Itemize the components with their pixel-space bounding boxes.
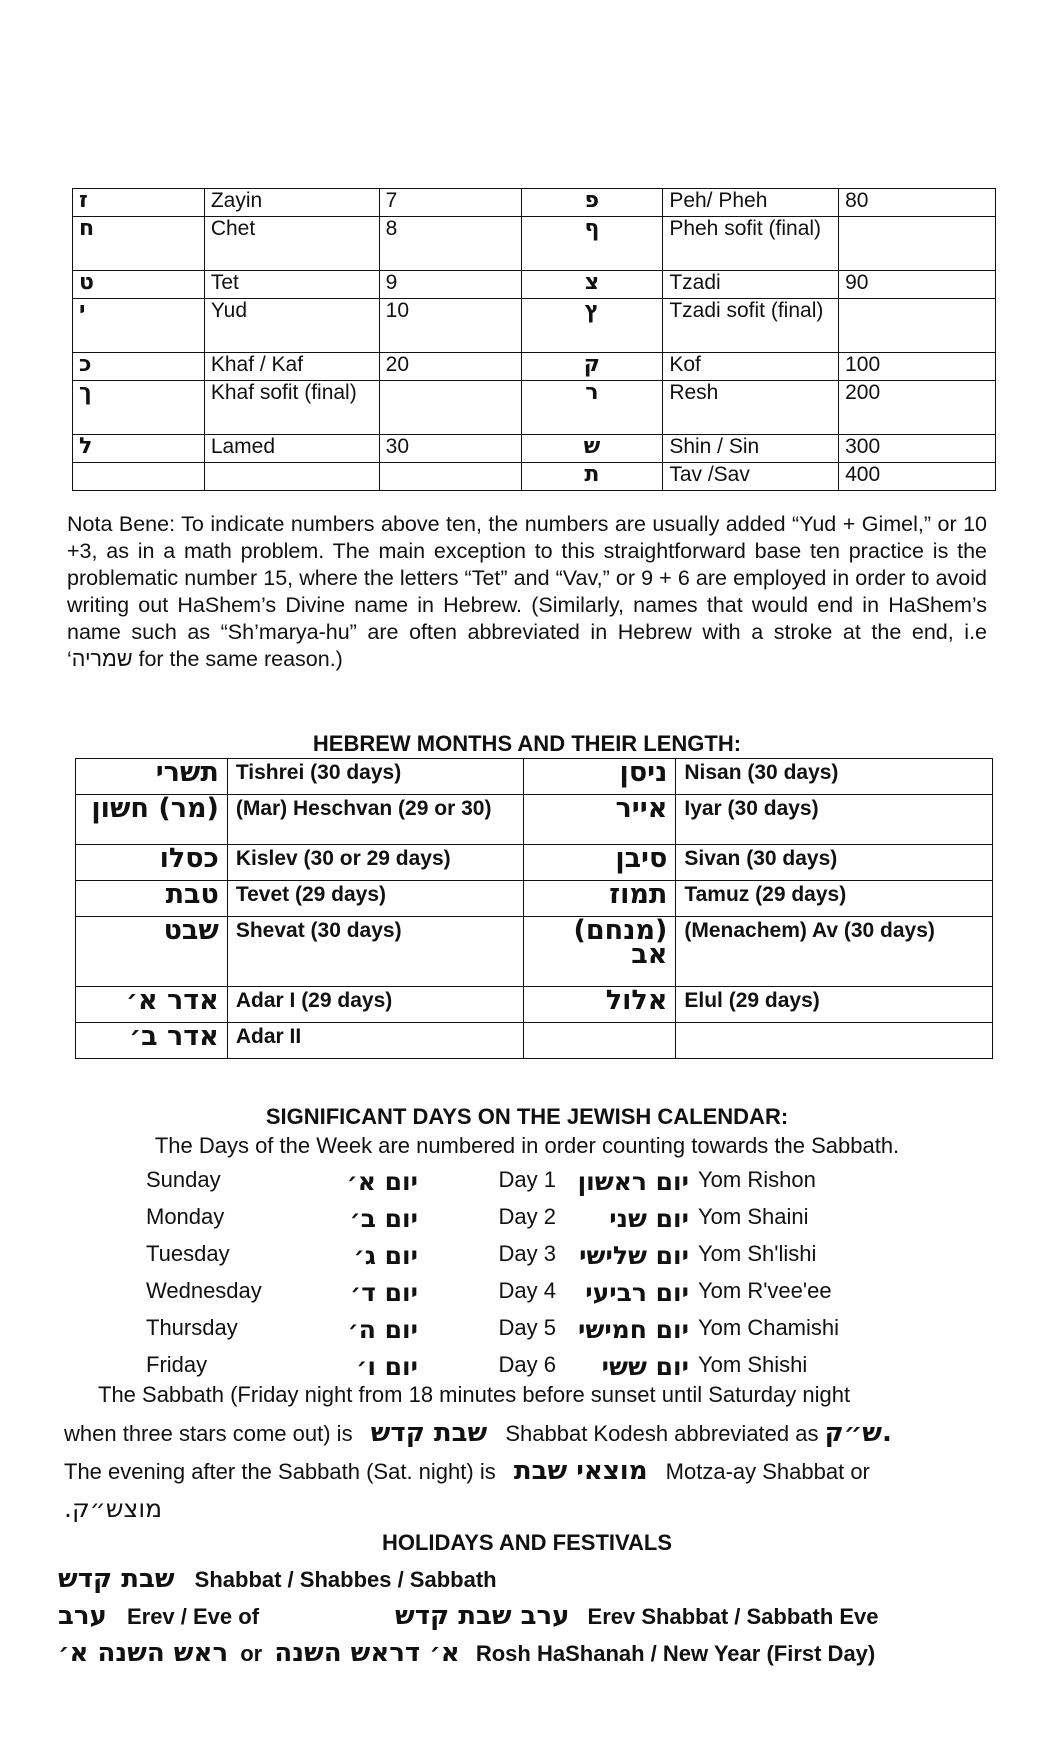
month-hebrew: אדר ב׳ [76,1023,228,1059]
rosh-hashanah-or: or [240,1641,263,1666]
letter-name: Tzadi sofit (final) [663,299,839,353]
letter-name: Chet [204,217,379,271]
weekday-hebrew-full: יום רביעי [585,1278,689,1307]
letter-hebrew [73,463,205,491]
letter-row [73,435,996,463]
nota-bene-paragraph: Nota Bene: To indicate numbers above ten, the numbers are usually added “Yud + Gimel,” or 10 +3, as in a math problem. The main exception to this straightforward base ten practice is the problematic number 15, where the letters “Tet” and “Vav,” or 9 + 6 are employed in order to avoid writing out HaShem’s Divine name in Hebrew. (Similarly, names that would end in HaShem’s name such as “Sh’marya-hu” are often abbreviated in Hebrew with a stroke at the end, i.e ‘שמריה for the same reason.) [67,512,987,671]
letter-name: Tet [204,271,379,299]
month-hebrew: אלול [524,987,676,1023]
month-row [76,759,993,795]
sabbath-line-1: The Sabbath (Friday night from 18 minutes before sunset until Saturday night [98,1382,851,1407]
letter-name: Resh [663,381,839,435]
weekday-english: Friday [146,1352,208,1377]
month-name: Sivan (30 days) [676,845,993,881]
letter-name: Yud [204,299,379,353]
sabbath-text-a: when three stars come out) is [64,1421,353,1446]
holiday-erev-shabbat [395,1601,879,1631]
month-hebrew: אייר [524,795,676,845]
letter-value: 90 [839,271,996,299]
letter-row [73,217,996,271]
letter-hebrew: ל [73,435,205,463]
letter-name [204,463,379,491]
letter-row [73,271,996,299]
letter-value [379,381,521,435]
weekday-number: Day 2 [498,1204,556,1229]
motzaei-text-a: The evening after the Sabbath (Sat. night) is [64,1459,496,1484]
letter-hebrew: פ [521,189,663,217]
weekday-hebrew-short: יום ג׳ [353,1241,418,1270]
letter-row [73,353,996,381]
letter-value: 10 [379,299,521,353]
shabbat-kodesh-hebrew: שבת קדש [370,1418,488,1448]
letter-hebrew: ץ [521,299,663,353]
holiday-shabbat-hebrew: שבת קדש [58,1564,175,1594]
month-name: Elul (29 days) [676,987,993,1023]
weekday-row [0,1278,1054,1314]
weekday-hebrew-short: יום ה׳ [347,1315,418,1344]
month-row [76,795,993,845]
weekday-transliteration: Yom Rishon [698,1167,816,1192]
letter-value [839,299,996,353]
month-name: Nisan (30 days) [676,759,993,795]
letter-name: Khaf / Kaf [204,353,379,381]
month-row [76,881,993,917]
month-name: (Mar) Heschvan (29 or 30) [227,795,524,845]
holiday-erev-shabbat-hebrew: ערב שבת קדש [395,1601,570,1631]
month-hebrew: שבט [76,917,228,987]
month-hebrew: (מנחם) אב [524,917,676,987]
month-hebrew: כסלו [76,845,228,881]
letter-hebrew: ט [73,271,205,299]
weekday-hebrew-short: יום ו׳ [356,1352,418,1381]
holiday-erev-name: Erev / Eve of [126,1604,260,1629]
letter-hebrew: ת [521,463,663,491]
letter-value: 9 [379,271,521,299]
month-name: Tevet (29 days) [227,881,524,917]
weekday-number: Day 5 [498,1315,556,1340]
weekday-english: Monday [146,1204,225,1229]
weekday-english: Thursday [146,1315,238,1340]
letter-hebrew: ז [73,189,205,217]
sabbath-line-3 [64,1456,870,1486]
letter-hebrew: ף [521,217,663,271]
weekday-english: Wednesday [146,1278,262,1303]
letter-row [73,463,996,491]
letter-hebrew: כ [73,353,205,381]
month-hebrew: טבת [76,881,228,917]
letter-value: 200 [839,381,996,435]
rosh-hashanah-name: Rosh HaShanah / New Year (First Day) [475,1641,876,1666]
rosh-hashanah-hebrew: ראש השנה א׳ [58,1638,229,1668]
month-name: Tishrei (30 days) [227,759,524,795]
holiday-shabbat [58,1564,497,1594]
shabbat-kodesh-abbreviation: ש״ק. [824,1418,892,1448]
letter-hebrew: צ [521,271,663,299]
letter-hebrew: ש [521,435,663,463]
letter-name: Peh/ Pheh [663,189,839,217]
weekday-english: Sunday [146,1167,221,1192]
letter-hebrew: ר [521,381,663,435]
letter-name: Kof [663,353,839,381]
weekday-transliteration: Yom Chamishi [698,1315,840,1340]
weekday-hebrew-short: יום ד׳ [350,1278,418,1307]
weekday-transliteration: Yom Shaini [698,1204,809,1229]
sabbath-text-b: Shabbat Kodesh abbreviated as [505,1421,819,1446]
letter-value: 8 [379,217,521,271]
significant-days-heading: SIGNIFICANT DAYS ON THE JEWISH CALENDAR: [265,1104,789,1129]
month-hebrew: תמוז [524,881,676,917]
month-name: Shevat (30 days) [227,917,524,987]
holiday-erev-shabbat-name: Erev Shabbat / Sabbath Eve [587,1604,879,1629]
letter-value: 20 [379,353,521,381]
letter-name: Lamed [204,435,379,463]
month-hebrew: ניסן [524,759,676,795]
holidays-heading: HOLIDAYS AND FESTIVALS [381,1530,673,1555]
month-name: (Menachem) Av (30 days) [676,917,993,987]
weekday-transliteration: Yom Sh'lishi [698,1241,817,1266]
holiday-erev-hebrew: ערב [58,1601,107,1631]
weekday-row [0,1204,1054,1240]
month-row [76,1023,993,1059]
letter-value: 80 [839,189,996,217]
letter-hebrew: ך [73,381,205,435]
month-name: Iyar (30 days) [676,795,993,845]
month-hebrew: סיבן [524,845,676,881]
month-name: Adar II [227,1023,524,1059]
holiday-rosh-hashanah [58,1638,875,1668]
month-hebrew: (מר) חשון [76,795,228,845]
letter-name: Tav /Sav [663,463,839,491]
letter-value: 100 [839,353,996,381]
letter-name: Tzadi [663,271,839,299]
months-heading: HEBREW MONTHS AND THEIR LENGTH: [312,731,742,756]
month-row [76,987,993,1023]
holiday-erev [58,1601,259,1631]
week-intro: The Days of the Week are numbered in order counting towards the Sabbath. [154,1133,900,1158]
weekday-transliteration: Yom R'vee'ee [698,1278,832,1303]
letter-hebrew: ח [73,217,205,271]
weekday-number: Day 4 [498,1278,556,1303]
holiday-shabbat-name: Shabbat / Shabbes / Sabbath [194,1567,497,1592]
month-name [676,1023,993,1059]
letters-table [72,188,996,491]
month-hebrew [524,1023,676,1059]
weekday-row [0,1315,1054,1351]
letter-value: 7 [379,189,521,217]
letter-value: 30 [379,435,521,463]
weekday-hebrew-full: יום ששי [601,1352,689,1381]
letter-name: Khaf sofit (final) [204,381,379,435]
weekday-hebrew-full: יום שלישי [579,1241,689,1270]
month-row [76,845,993,881]
month-hebrew: תשרי [76,759,228,795]
weekday-hebrew-full: יום שני [609,1204,689,1233]
letter-name: Pheh sofit (final) [663,217,839,271]
letter-hebrew: י [73,299,205,353]
month-name: Kislev (30 or 29 days) [227,845,524,881]
weekday-number: Day 3 [498,1241,556,1266]
motzash-abbreviation: מוצש״ק. [64,1494,163,1523]
motzaei-shabbat-hebrew: מוצאי שבת [513,1456,648,1486]
sabbath-line-2 [64,1418,892,1448]
letter-row [73,299,996,353]
letter-name: Shin / Sin [663,435,839,463]
letter-value [379,463,521,491]
month-name: Adar I (29 days) [227,987,524,1023]
weekday-number: Day 6 [498,1352,556,1377]
weekday-hebrew-short: יום ב׳ [349,1204,418,1233]
motzaei-text-b: Motza-ay Shabbat or [665,1459,870,1484]
month-name: Tamuz (29 days) [676,881,993,917]
letter-value: 400 [839,463,996,491]
letter-value: 300 [839,435,996,463]
weekday-hebrew-full: יום חמישי [578,1315,689,1344]
month-hebrew: אדר א׳ [76,987,228,1023]
months-table [75,758,993,1059]
month-row [76,917,993,987]
letter-hebrew: ק [521,353,663,381]
letter-row [73,189,996,217]
weekday-transliteration: Yom Shishi [698,1352,808,1377]
weekday-hebrew-full: יום ראשון [577,1167,689,1196]
weekday-number: Day 1 [498,1167,556,1192]
weekday-row [0,1167,1054,1203]
weekday-hebrew-short: יום א׳ [346,1167,418,1196]
letter-row [73,381,996,435]
weekday-english: Tuesday [146,1241,230,1266]
letter-name: Zayin [204,189,379,217]
weekday-row [0,1241,1054,1277]
rosh-hashanah-hebrew-alt: א׳ דראש השנה [274,1638,460,1668]
letter-value [839,217,996,271]
